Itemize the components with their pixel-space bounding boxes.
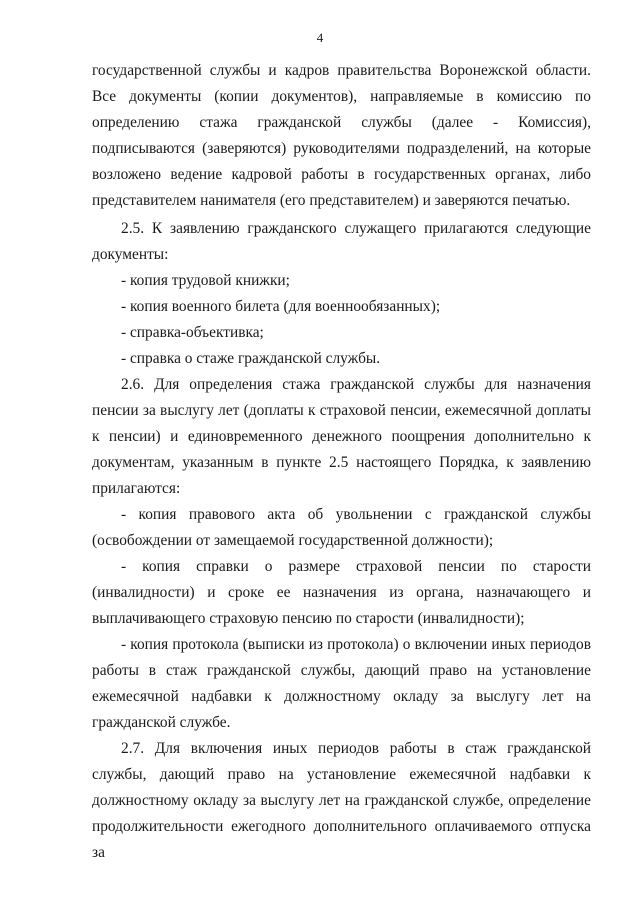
paragraph-2-6: 2.6. Для определения стажа гражданской службы для назначения пенсии за выслугу лет (доплаты к страховой пенсии, ежемесячной доплаты к пенсии) и единовременного денежного поощрения дополнительно к документам, указанным в пункте 2.5 настоящего Порядка, к заявлению прилагаются: [92, 376, 591, 497]
list-item: - копия справки о размере страховой пенсии по старости (инвалидности) и сроке ее назначения из органа, назначающего и выплачивающего страховую пенсию по старости (инвалидности); [92, 558, 591, 627]
paragraph-2-5: 2.5. К заявлению гражданского служащего прилагаются следующие документы: [92, 220, 591, 263]
paragraph-2-7: 2.7. Для включения иных периодов работы в стаж гражданской службы, дающий право на установление ежемесячной надбавки к должностному окладу за выслугу лет на гражданской службе, определение продолжительности ежегодного дополнительного оплачиваемого отпуска за [92, 740, 591, 861]
list-item: - справка о стаже гражданской службы. [121, 350, 381, 367]
list-item: - копия протокола (выписки из протокола) о включении иных периодов работы в стаж гражданской службы, дающий право на установление ежемесячной надбавки к должностному окладу за выслугу лет на гражданской службе. [92, 636, 591, 731]
list-item: - копия трудовой книжки; [121, 272, 290, 289]
paragraph-continuation: государственной службы и кадров правительства Воронежской области. Все документы (копии документов), направляемые в комиссию по определению стажа гражданской службы (далее - Комиссия), подписываются (заверяются) руководителями подразделений, на которые возложено ведение кадровой работы в государственных органах, либо представителем нанимателя (его представителем) и заверяются печатью. [92, 62, 591, 209]
list-item: - копия правового акта об увольнении с гражданской службы (освобождении от замещаемой государственной должности); [92, 506, 591, 549]
list-item: - справка-объективка; [121, 324, 264, 341]
page-number: 4 [316, 30, 324, 45]
list-item: - копия военного билета (для военнообязанных); [121, 298, 441, 315]
document-body [92, 58, 591, 866]
